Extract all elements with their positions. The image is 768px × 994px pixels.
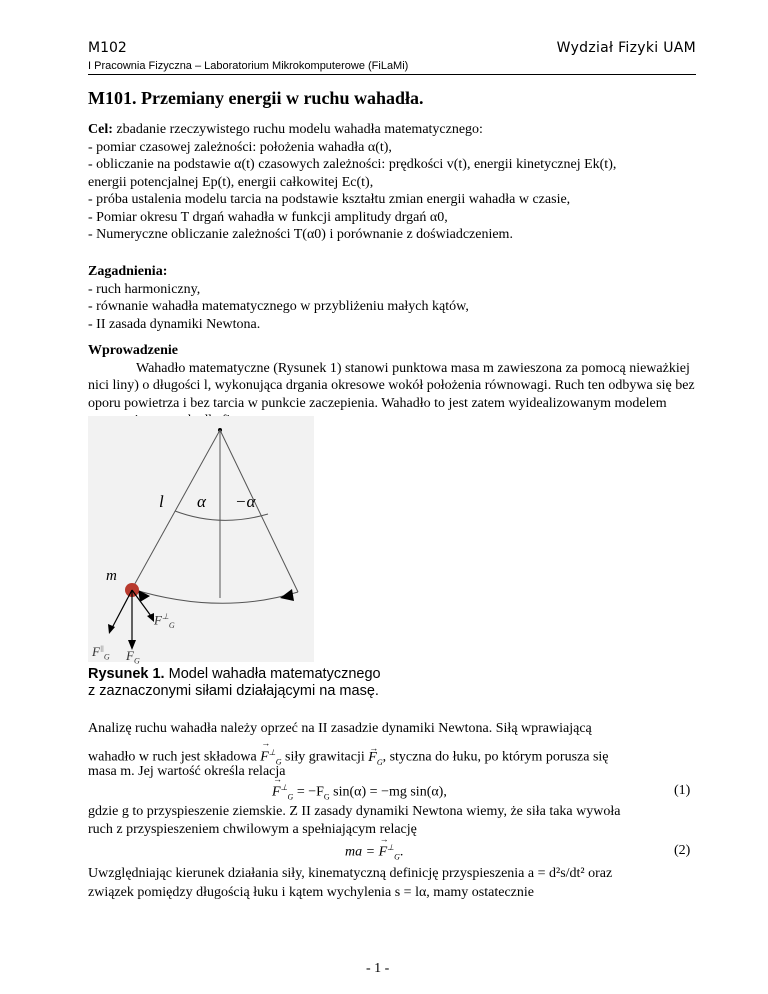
label-F-par: $F^{||}_G$ — [92, 644, 110, 662]
label-alpha: α — [197, 492, 206, 511]
goal-item: - obliczanie na podstawie α(t) czasowych zależności: prędkości v(t), energii kinetycznej Ek(t), — [88, 157, 617, 172]
equation-2-number: (2) — [674, 843, 691, 858]
analysis-line-6: Uwzględniając kierunek działania siły, kinematyczną definicję przyspieszenia a = d²s/dt² oraz — [88, 866, 613, 881]
analysis-line-1: Analizę ruchu wahadła należy oprzeć na II zasadzie dynamiki Newtona. Siłą wprawiającą — [88, 721, 592, 736]
issues-section — [88, 263, 698, 333]
intro-paragraph: Wahadło matematyczne (Rysunek 1) stanowi punktowa masa m zawieszona za pomocą nieważkiej nici liny) o długości l, wykonująca drgania okresowe wokół położenia równowagi. Ruch ten odbywa się bez oporu powietrza i bez tarcia w punkcie zaczepienia. Wahadło to jest zatem wyidealizowanym modelem — [88, 360, 695, 411]
pendulum-diagram — [88, 416, 314, 662]
label-neg-alpha: −α — [235, 492, 256, 511]
goal-item: - próba ustalenia modelu tarcia na podstawie kształtu zmian energii wahadła w czasie, — [88, 192, 571, 207]
goal-item: - Numeryczne obliczanie zależności T(α0) i porównanie z doświadczeniem. — [88, 227, 513, 242]
header-divider — [88, 74, 696, 75]
label-m: m — [106, 568, 117, 584]
issues-heading: Zagadnienia: — [88, 264, 168, 279]
right-boundary-line — [220, 430, 298, 592]
analysis-line-3: masa m. Jej wartość określa relacja — [88, 764, 286, 779]
analysis-line-4: gdzie g to przyspieszenie ziemskie. Z II zasady dynamiki Newtona wiemy, że siła taka wywoła — [88, 804, 621, 819]
header-code: M102 — [88, 40, 127, 56]
parallel-force-arrow — [112, 590, 132, 628]
equation-2: ma = → $F^\perp_G$. — [345, 843, 403, 861]
angle-arc — [175, 511, 268, 520]
goal-item: energii potencjalnej Ep(t), energii całkowitej Ec(t), — [88, 174, 374, 190]
intro-heading: Wprowadzenie — [88, 343, 178, 358]
page-title: M101. Przemiany energii w ruchu wahadła. — [88, 88, 424, 108]
analysis-line-5: ruch z przyspieszeniem chwilowym a spełniającym relację — [88, 822, 417, 837]
label-F-G: $F_G$ — [126, 648, 140, 666]
goal-section — [88, 121, 698, 244]
analysis-line-2: wahadło w ruch jest składowa → $F^\perp_G$ siły grawitacji → $F_G$, styczna do łuku, po którym porusza się — [88, 744, 698, 771]
issues-item: - równanie wahadła matematycznego w przybliżeniu małych kątów, — [88, 299, 469, 314]
equation-1-number: (1) — [674, 783, 691, 798]
equation-1: → $F^\perp_G = -F_G$ sin(α) = −mg sin(α), — [272, 783, 447, 801]
pendulum-string — [132, 430, 220, 589]
header-subtitle: I Pracownia Fizyczna – Laboratorium Mikrokomputerowe (FiLaMi) — [88, 60, 409, 72]
arc-arrowhead-right — [280, 589, 294, 601]
goal-intro: Cel: zbadanie rzeczywistego ruchu modelu wahadła matematycznego: — [88, 122, 483, 137]
header-faculty: Wydział Fizyki UAM — [556, 40, 696, 56]
figure-caption: Rysunek 1. Model wahadła matematycznego z zaznaczonymi siłami działającymi na masę. — [88, 666, 381, 699]
label-l: l — [159, 492, 164, 511]
pendulum-figure — [88, 416, 314, 666]
swing-arc — [132, 589, 298, 603]
analysis-line-7: związek pomiędzy długością łuku i kątem wychylenia s = lα, mamy ostatecznie — [88, 885, 534, 900]
issues-item: - ruch harmoniczny, — [88, 281, 201, 297]
goal-item: - pomiar czasowej zależności: położenia wahadła α(t), — [88, 139, 392, 155]
page-number: - 1 - — [366, 961, 390, 976]
label-F-perp: $F^\perp_G$ — [154, 612, 175, 630]
issues-item: - II zasada dynamiki Newtona. — [88, 316, 261, 332]
goal-item: - Pomiar okresu T drgań wahadła w funkcji amplitudy drgań α0, — [88, 209, 448, 225]
